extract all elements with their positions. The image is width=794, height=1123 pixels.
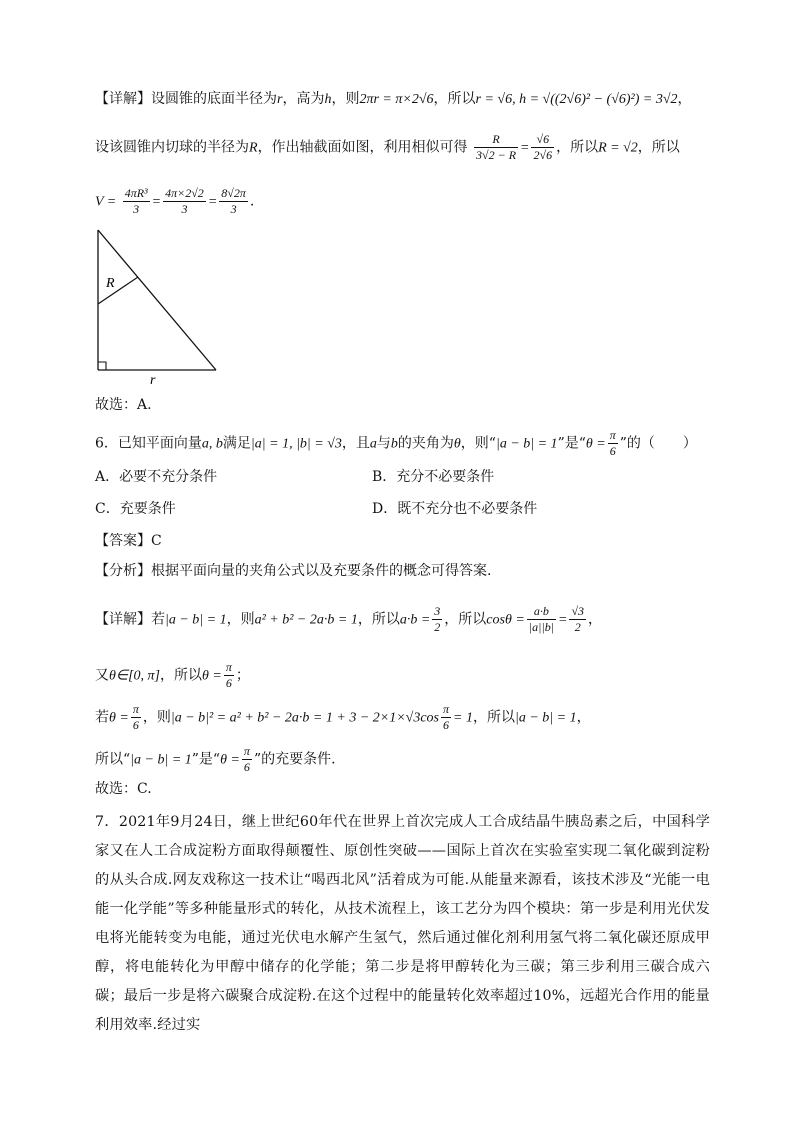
sol5-answer: 故选：A. xyxy=(95,397,152,413)
fraction: $\frac{R}{3√2 - R}$ xyxy=(476,132,517,162)
right-angle-mark xyxy=(98,362,106,370)
q7-paragraph: 7．2021年9月24日，继上世纪60年代在世界上首次完成人工合成结晶牛胰岛素之后，中国科学家又在人工合成淀粉方面取得颠覆性、原创性突破——国际上首次在实验室实现二氧化碳到淀粉的从头合成.网友戏称这一技术让“喝西北风”活着成为可能.从能量来源看，该技术涉及“光能一电能一化学能”等多种能量形式的转化，从技术流程上，该工艺分为四个模块：第一步是利用光伏发电将光能转变为电能，通过光伏电水解产生氢气，然后通过催化剂利用氢气将二氧化碳还原成甲醇，将电能转化为甲醇中储存的化学能；第二步是将甲醇转化为三碳；第三步利用三碳合成六碳；最后一步是将六碳聚合成淀粉.在这个过程中的能量转化效率超过10%，远超光合作用的能量利用效率.经过实 xyxy=(95,814,710,1033)
cone-cross-section-figure xyxy=(88,224,228,386)
fraction: $\frac{a\cdot b}{|a||b|}$ xyxy=(528,604,554,634)
q6-answer: 【答案】C xyxy=(95,533,162,549)
q6-stem: 6．已知平面向量a, b满足|a| = 1, |b| = √3，且a与b的夹角为θ，则“|a − b| = 1”是“θ = $\frac{\pi}{6}$ ”的（ ） xyxy=(95,428,697,458)
q6-detail-line3: 若θ = $\frac{\pi}{6}$ ，则|a − b|² = a² + b² − 2a·b = 1 + 3 − 2×1×√3cos $\frac{\pi}{6}$ = 1，所以|a − b| = 1， xyxy=(95,702,591,732)
fraction: $\frac{√6}{2√6}$ xyxy=(533,132,553,162)
option-c: C．充要条件 xyxy=(95,501,176,517)
fraction: $\frac{\pi}{6}$ xyxy=(132,702,139,732)
q6-detail-line2: 又θ∈[0, π]，所以θ = $\frac{\pi}{6}$ ； xyxy=(95,660,250,690)
fraction: $\frac{√3}{2}$ xyxy=(571,604,585,634)
option-d: D．既不充分也不必要条件 xyxy=(372,501,538,517)
sol5-line1: 【详解】设圆锥的底面半径为r，高为h，则2πr = π×2√6，所以r = √6, h = √((2√6)² − (√6)²) = 3√2， xyxy=(95,91,692,107)
q6-analysis: 【分析】根据平面向量的夹角公式以及充要条件的概念可得答案. xyxy=(95,563,492,579)
formula: 2πr = π×2√6 xyxy=(359,92,434,107)
fraction: $\frac{\pi}{6}$ xyxy=(243,744,250,774)
figure-label-R: R xyxy=(106,276,115,291)
q6-detail-line1: 【详解】若|a − b| = 1，则a² + b² − 2a·b = 1，所以a·b = $\frac{3}{2}$ ，所以cosθ = $\frac{a\cdot b}{|a||b|}$ = $\frac{√3}{2}$ ， xyxy=(95,604,603,634)
fraction: $\frac{4\pi\times 2√2}{3}$ xyxy=(165,186,204,216)
fraction: $\frac{3}{2}$ xyxy=(434,604,441,634)
q6-detail-line4: 所以“|a − b| = 1”是“θ = $\frac{\pi}{6}$ ”的充要条件. xyxy=(95,744,336,774)
figure-label-r: r xyxy=(150,373,156,386)
formula: r = √6, h = √((2√6)² − (√6)²) = 3√2 xyxy=(475,92,678,107)
fraction: $\frac{\pi}{6}$ xyxy=(225,660,232,690)
detail-tag: 【详解】 xyxy=(95,91,151,107)
option-b: B．充分不必要条件 xyxy=(372,469,495,485)
fraction: $\frac{\pi}{6}$ xyxy=(443,702,450,732)
sol5-line3: V = $\frac{\text{4πR³}}{3}$ = $\frac{4\pi\times 2√2}{3}$ = $\frac{8√2\pi}{3}$ . xyxy=(95,186,255,216)
q6-final-answer: 故选：C. xyxy=(95,781,152,797)
fraction: $\frac{8√2\pi}{3}$ xyxy=(221,186,246,216)
sol5-line2: 设该圆锥内切球的半径为R，作出轴截面如图，利用相似可得 $\frac{R}{3√2 - R}$ = $\frac{√6}{2√6}$ ，所以R = √2，所以 xyxy=(95,132,680,162)
figure-slant-line xyxy=(98,230,216,370)
option-a: A．必要不充分条件 xyxy=(95,469,218,485)
fraction: $\frac{\pi}{6}$ xyxy=(609,428,616,458)
fraction: $\frac{\text{4πR³}}{3}$ xyxy=(124,186,148,216)
figure-radius-line xyxy=(98,277,138,304)
